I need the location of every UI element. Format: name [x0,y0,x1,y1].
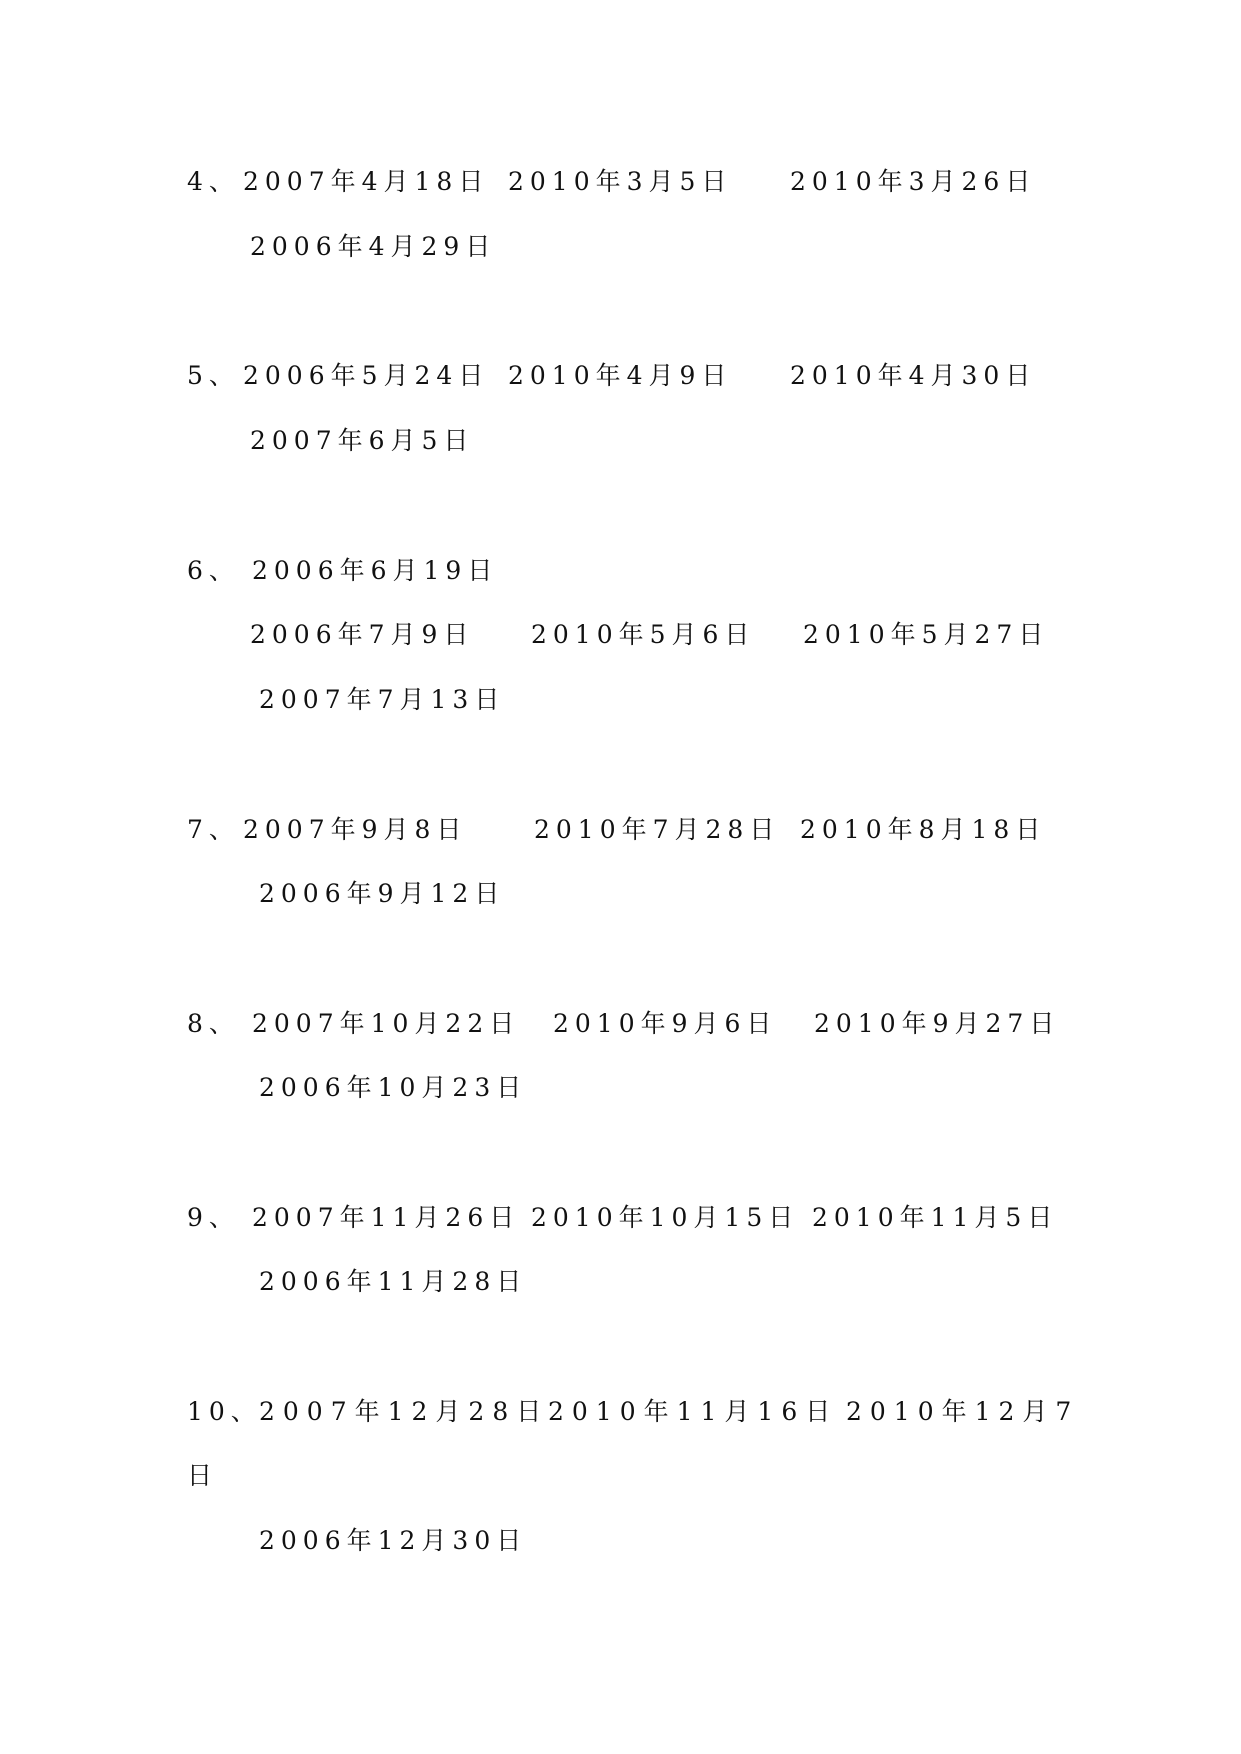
date: 2010年7月28日 [534,815,781,844]
date: 2010年5月27日 [803,620,1050,649]
item-number: 5、 [187,361,240,390]
date: 2006年12月30日 [259,1526,528,1555]
date: 2010年9月6日 [553,1009,778,1038]
date: 2010年11月16日 [548,1397,839,1426]
date: 2007年11月26日 [252,1203,521,1232]
date: 2010年3月26日 [790,167,1037,196]
item-number: 7、 [187,815,240,844]
date: 2006年11月28日 [259,1267,528,1296]
date: 2006年10月23日 [259,1073,528,1102]
date: 2006年7月9日 [250,620,475,649]
date: 2007年12月28日 [259,1397,550,1426]
date: 2007年6月5日 [250,426,475,455]
item-number: 9、 [187,1203,240,1232]
date: 2010年10月15日 [531,1203,800,1232]
date: 2007年4月18日 [243,167,490,196]
wrapped-text: 日 [187,1461,219,1490]
date: 2006年9月12日 [259,879,506,908]
date: 2006年5月24日 [243,361,490,390]
date: 2010年5月6日 [531,620,756,649]
date: 2010年3月5日 [508,167,733,196]
item-number: 4、 [187,167,240,196]
date: 2010年4月9日 [508,361,733,390]
item-number: 10、 [187,1397,262,1426]
date: 2006年4月29日 [250,232,497,261]
date: 2010年4月30日 [790,361,1037,390]
date: 2010年11月5日 [812,1203,1059,1232]
date: 2007年10月22日 [252,1009,521,1038]
date: 2007年9月8日 [243,815,468,844]
date: 2010年12月7 [846,1397,1080,1426]
item-number: 6、 [187,556,240,585]
date: 2007年7月13日 [259,685,506,714]
item-number: 8、 [187,1009,240,1038]
date: 2006年6月19日 [252,556,499,585]
date: 2010年8月18日 [800,815,1047,844]
date: 2010年9月27日 [814,1009,1061,1038]
